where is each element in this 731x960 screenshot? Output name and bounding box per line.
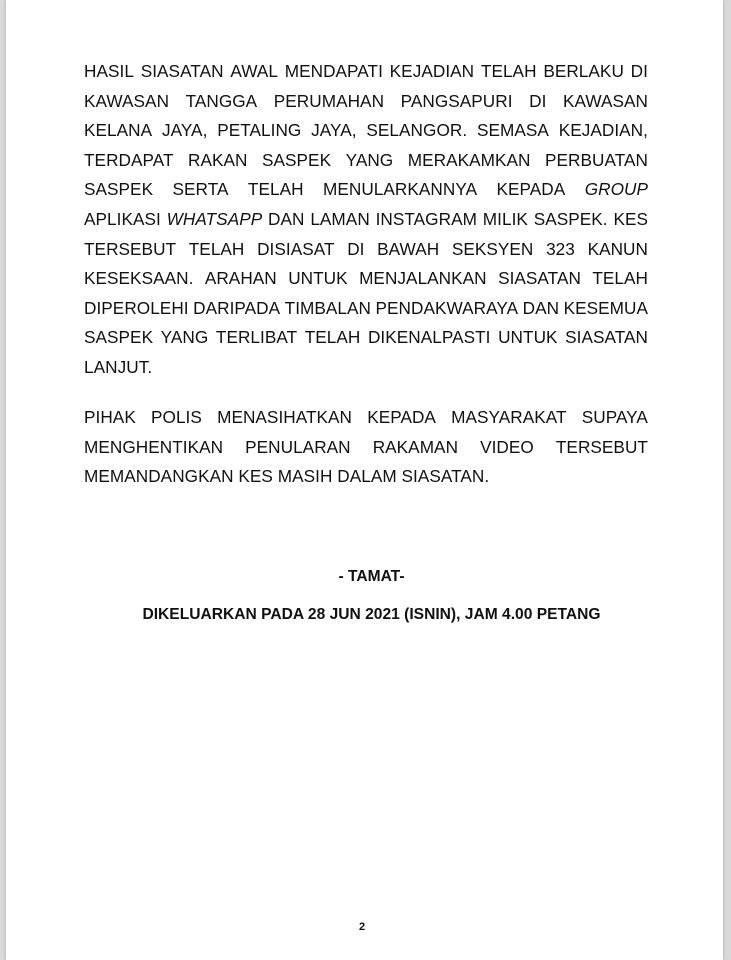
word: SASPEK. [533, 208, 608, 229]
word: DISIASAT [257, 238, 335, 259]
word: SERTA [172, 179, 229, 200]
word: LAMAN [310, 208, 370, 229]
word: MENJALANKAN [359, 268, 487, 289]
word: TELAH [592, 268, 648, 289]
text-line [84, 433, 648, 463]
word: MENULARKANNYA [322, 179, 478, 200]
word: DI [529, 90, 547, 111]
word: MEMANDANGKAN [84, 466, 234, 487]
paragraph-advice [84, 403, 648, 492]
word: PENULARAN [245, 436, 351, 457]
text-line [84, 57, 648, 87]
document-page [6, 0, 723, 960]
word: PERBUATAN [544, 149, 648, 170]
word: INSTAGRAM [375, 208, 477, 229]
text-line [84, 87, 648, 117]
word: MENGHENTIKAN [84, 436, 224, 457]
word: MENDAPATI [284, 61, 383, 81]
word: TELAH [480, 61, 537, 81]
word: 323 [546, 238, 575, 259]
word: KES [238, 466, 273, 487]
word: KEPADA [367, 407, 436, 427]
word: ARAHAN [204, 268, 277, 289]
word: MASYARAKAT [451, 407, 567, 427]
text-line [84, 116, 648, 146]
word: TERLIBAT [215, 327, 298, 348]
word: DAN [522, 297, 560, 318]
word: MENASIHATKAN [217, 407, 353, 427]
text-line [84, 323, 648, 353]
issued-date: DIKELUARKAN PADA 28 JUN 2021 (ISNIN), JAM 4.00 PETANG [142, 606, 601, 623]
word: YANG [160, 327, 209, 348]
word: DARIPADA [193, 297, 281, 318]
word: SASPEK [262, 149, 332, 170]
word: YANG [345, 149, 394, 170]
text-line [84, 205, 648, 235]
word: PERUMAHAN [273, 90, 385, 111]
word: KESEMUA [563, 297, 648, 318]
word: SIASATAN [498, 268, 581, 289]
word: SEKSYEN [451, 238, 534, 259]
word: DALAM [337, 466, 397, 487]
text-line [84, 235, 648, 265]
word: HASIL [84, 61, 134, 81]
word: MILIK [482, 208, 528, 229]
word: MERAKAMKAN [407, 149, 531, 170]
word: WHATSAPP [166, 208, 263, 229]
word: KEJADIAN, [558, 120, 648, 141]
word: POLIS [151, 407, 202, 427]
word: DI [347, 238, 365, 259]
word: TERDAPAT [84, 149, 174, 170]
text-line [84, 294, 648, 324]
end-marker: - TAMAT- [338, 568, 405, 585]
word: BAWAH [377, 238, 440, 259]
word: JAYA, [311, 120, 357, 141]
text-line [84, 175, 648, 205]
word: SIASATAN [565, 327, 648, 348]
word: SUPAYA [581, 407, 648, 427]
word: KESEKSAAN. [84, 268, 194, 289]
word: SIASATAN. [401, 466, 490, 487]
word: KELANA [84, 120, 153, 141]
word: MASIH [277, 466, 333, 487]
text-line [84, 264, 648, 294]
word: UNTUK [288, 268, 348, 289]
word: RAKAMAN [372, 436, 459, 457]
word: DI [630, 61, 648, 81]
word: APLIKASI [84, 208, 161, 229]
word: DIKENALPASTI [367, 327, 491, 348]
word: VIDEO [480, 436, 534, 457]
word: TELAH [304, 327, 361, 348]
word: KAWASAN [562, 90, 648, 111]
word: TERSEBUT [84, 238, 177, 259]
word: DIPEROLEHI [84, 297, 189, 318]
word: KANUN [587, 238, 648, 259]
word: TELAH [247, 179, 304, 200]
word: KES [613, 208, 648, 229]
word: PENDAKWARAYA [375, 297, 519, 318]
page-number: 2 [359, 921, 366, 933]
word: SELANGOR. [366, 120, 468, 141]
word: KEPADA [496, 179, 566, 200]
word: PIHAK [84, 407, 136, 427]
text-line [84, 462, 648, 492]
text-line [84, 146, 648, 176]
word: SASPEK [84, 327, 154, 348]
word: JAYA, [161, 120, 208, 141]
word: SEMASA [476, 120, 549, 141]
word: KAWASAN [84, 90, 170, 111]
word: BERLAKU [543, 61, 624, 81]
word: KEJADIAN [389, 61, 475, 81]
word: AWAL [230, 61, 278, 81]
word: DAN [268, 208, 305, 229]
text-line [84, 403, 648, 433]
word: TERSEBUT [555, 436, 648, 457]
text-line [84, 353, 648, 383]
word: SASPEK [84, 179, 154, 200]
word: GROUP [584, 179, 648, 200]
paragraph-investigation [84, 57, 648, 383]
word: TIMBALAN [284, 297, 371, 318]
word: TELAH [188, 238, 245, 259]
word: UNTUK [498, 327, 558, 348]
word: TANGGA [185, 90, 258, 111]
word: LANJUT. [84, 356, 153, 377]
word: SIASATAN [140, 61, 224, 81]
word: PETALING [217, 120, 302, 141]
word: RAKAN [188, 149, 248, 170]
word: PANGSAPURI [400, 90, 513, 111]
